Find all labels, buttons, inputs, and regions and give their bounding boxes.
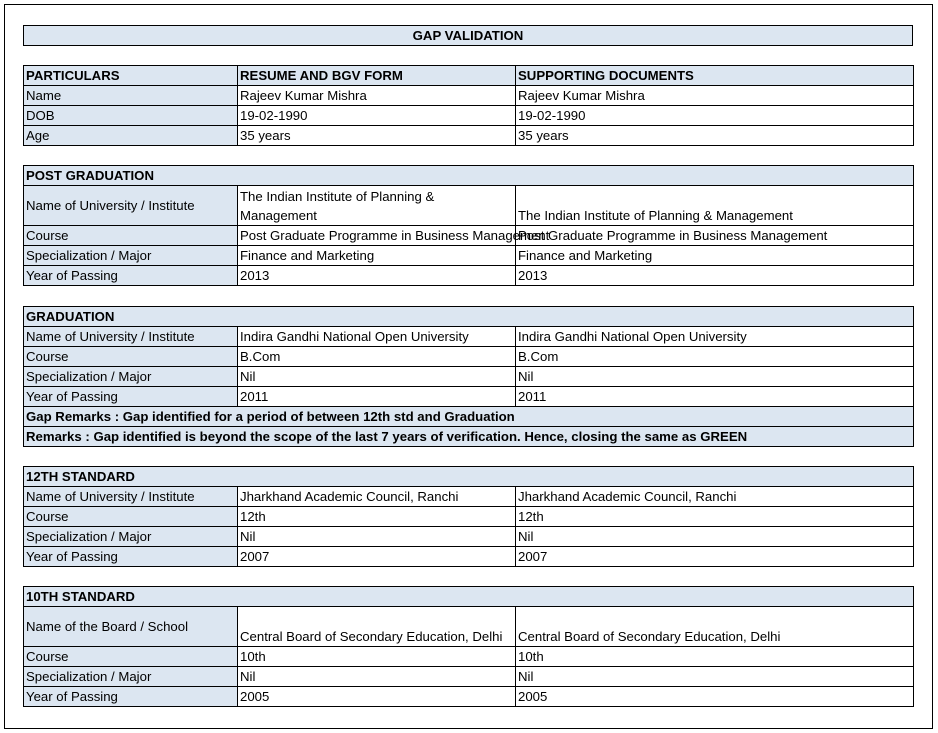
section-heading: GRADUATION bbox=[24, 307, 914, 327]
table-header-row bbox=[24, 66, 914, 86]
post-graduation-section bbox=[23, 165, 913, 286]
table-row bbox=[24, 126, 914, 146]
resume-value: Jharkhand Academic Council, Ranchi bbox=[238, 487, 516, 507]
gap-remarks: Gap Remarks : Gap identified for a period of between 12th std and Graduation bbox=[24, 407, 914, 427]
document-value: Indira Gandhi National Open University bbox=[516, 327, 914, 347]
table-row bbox=[24, 547, 914, 567]
document-value: Central Board of Secondary Education, Delhi bbox=[516, 607, 914, 647]
resume-value: Finance and Marketing bbox=[238, 246, 516, 266]
row-label: Name of University / Institute bbox=[24, 487, 238, 507]
document-value: 2013 bbox=[516, 266, 914, 286]
document-value: 10th bbox=[516, 647, 914, 667]
table-row bbox=[24, 387, 914, 407]
table-row bbox=[24, 226, 914, 246]
row-label: Specialization / Major bbox=[24, 246, 238, 266]
table-row bbox=[24, 367, 914, 387]
section-heading: POST GRADUATION bbox=[24, 166, 914, 186]
resume-value: B.Com bbox=[238, 347, 516, 367]
row-label: Course bbox=[24, 347, 238, 367]
table-row bbox=[24, 186, 914, 226]
resume-value: Nil bbox=[238, 667, 516, 687]
table-row bbox=[24, 347, 914, 367]
resume-value: The Indian Institute of Planning & Management bbox=[238, 186, 516, 226]
row-label: DOB bbox=[24, 106, 238, 126]
document-value: Rajeev Kumar Mishra bbox=[516, 86, 914, 106]
tenth-standard-table bbox=[23, 586, 914, 707]
twelfth-standard-table bbox=[23, 466, 914, 567]
header-particulars: PARTICULARS bbox=[24, 66, 238, 86]
resume-value: Nil bbox=[238, 527, 516, 547]
document-value: Finance and Marketing bbox=[516, 246, 914, 266]
row-label: Specialization / Major bbox=[24, 367, 238, 387]
resume-value: 10th bbox=[238, 647, 516, 667]
document-value: Post Graduate Programme in Business Management bbox=[516, 226, 914, 246]
row-label: Name of the Board / School bbox=[24, 607, 238, 647]
table-row bbox=[24, 667, 914, 687]
document-value: 35 years bbox=[516, 126, 914, 146]
row-label: Year of Passing bbox=[24, 266, 238, 286]
table-row bbox=[24, 327, 914, 347]
row-label: Age bbox=[24, 126, 238, 146]
document-value: 2007 bbox=[516, 547, 914, 567]
resume-value: 2011 bbox=[238, 387, 516, 407]
particulars-table bbox=[23, 65, 914, 146]
table-row bbox=[24, 266, 914, 286]
remarks: Remarks : Gap identified is beyond the scope of the last 7 years of verification. Hence, closing the same as GREEN bbox=[24, 427, 914, 447]
row-label: Name bbox=[24, 86, 238, 106]
row-label: Year of Passing bbox=[24, 387, 238, 407]
page-title: GAP VALIDATION bbox=[23, 25, 913, 46]
header-supporting-docs: SUPPORTING DOCUMENTS bbox=[516, 66, 914, 86]
document-value: 12th bbox=[516, 507, 914, 527]
table-row bbox=[24, 86, 914, 106]
table-row bbox=[24, 487, 914, 507]
graduation-section bbox=[23, 306, 913, 447]
particulars-section bbox=[23, 65, 913, 146]
table-row bbox=[24, 687, 914, 707]
table-row bbox=[24, 507, 914, 527]
resume-value: Central Board of Secondary Education, Delhi bbox=[238, 607, 516, 647]
resume-value: Rajeev Kumar Mishra bbox=[238, 86, 516, 106]
resume-value: 2005 bbox=[238, 687, 516, 707]
section-heading: 12TH STANDARD bbox=[24, 467, 914, 487]
document-value: 2005 bbox=[516, 687, 914, 707]
section-heading: 10TH STANDARD bbox=[24, 587, 914, 607]
resume-value: 35 years bbox=[238, 126, 516, 146]
row-label: Course bbox=[24, 647, 238, 667]
document-value: Jharkhand Academic Council, Ranchi bbox=[516, 487, 914, 507]
document-value: The Indian Institute of Planning & Management bbox=[516, 186, 914, 226]
document-value: B.Com bbox=[516, 347, 914, 367]
table-row bbox=[24, 607, 914, 647]
row-label: Course bbox=[24, 226, 238, 246]
resume-value: 2013 bbox=[238, 266, 516, 286]
document-value: 2011 bbox=[516, 387, 914, 407]
graduation-table bbox=[23, 306, 914, 447]
header-resume-bgv: RESUME AND BGV FORM bbox=[238, 66, 516, 86]
row-label: Name of University / Institute bbox=[24, 186, 238, 226]
post-graduation-table bbox=[23, 165, 914, 286]
tenth-standard-section bbox=[23, 586, 913, 707]
resume-value: Post Graduate Programme in Business Management bbox=[238, 226, 516, 246]
resume-value: 2007 bbox=[238, 547, 516, 567]
resume-value: 19-02-1990 bbox=[238, 106, 516, 126]
row-label: Specialization / Major bbox=[24, 527, 238, 547]
resume-value: Nil bbox=[238, 367, 516, 387]
table-row bbox=[24, 527, 914, 547]
table-row bbox=[24, 647, 914, 667]
resume-value: Indira Gandhi National Open University bbox=[238, 327, 516, 347]
document-value: Nil bbox=[516, 527, 914, 547]
document-value: Nil bbox=[516, 367, 914, 387]
row-label: Year of Passing bbox=[24, 547, 238, 567]
table-row bbox=[24, 246, 914, 266]
row-label: Course bbox=[24, 507, 238, 527]
document-value: 19-02-1990 bbox=[516, 106, 914, 126]
twelfth-standard-section bbox=[23, 466, 913, 567]
document-value: Nil bbox=[516, 667, 914, 687]
row-label: Year of Passing bbox=[24, 687, 238, 707]
row-label: Specialization / Major bbox=[24, 667, 238, 687]
resume-value: 12th bbox=[238, 507, 516, 527]
table-row bbox=[24, 106, 914, 126]
row-label: Name of University / Institute bbox=[24, 327, 238, 347]
